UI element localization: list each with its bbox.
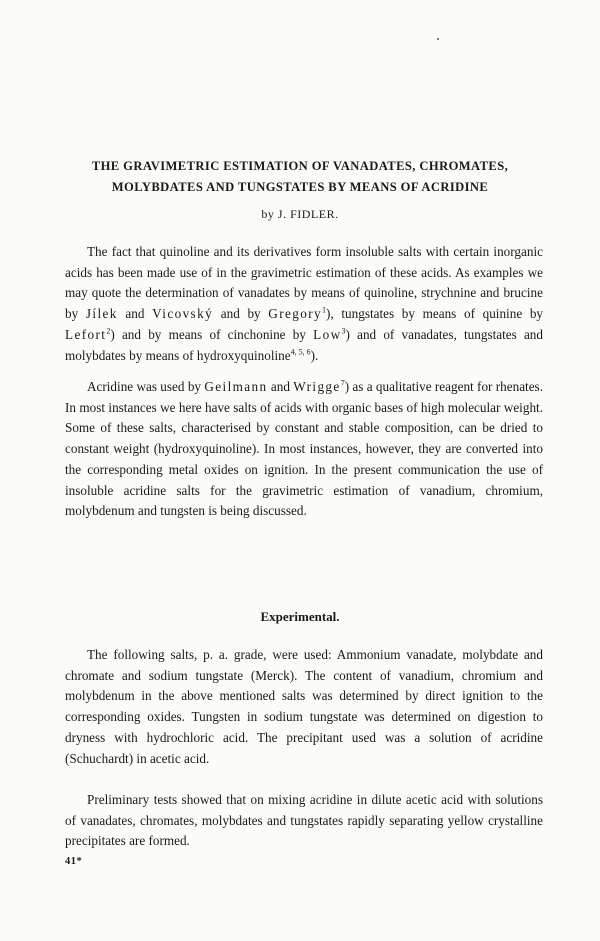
reference-marker: 2 [106,326,111,336]
paragraph-intro [65,242,543,366]
paragraph-salts: The following salts, p. a. grade, were used: Ammonium vanadate, molybdate and chromate and sodium tungstate (Merck). The content of vanadium, chromium and molybdenum in the above mentioned salts was determined by direct ignition to the corresponding oxides. Tungsten in sodium tungstate was determined on digestion to dryness with hydrochloric acid. The precipitant used was a solution of acridine (Schuchardt) in acetic acid. [65,647,543,766]
scan-speck [437,38,439,40]
article-title [40,156,560,198]
title-line-2: MOLYBDATES AND TUNGSTATES BY MEANS OF ACRIDINE [111,180,489,194]
p1-text-c: and by [213,306,269,322]
page-number: 41* [65,856,83,867]
p1-text-e: ) and by means of cinchonine by [110,326,314,342]
p1-text-f: ) and of vanadates, tungstates and molybdates by means of hydroxyquinoline [65,326,543,363]
p1-text-d: ), tungstates by means of quinine by [326,306,544,322]
p1-author-low: Low [313,326,342,342]
reference-marker: 3 [341,326,346,336]
p1-author-vicovsky: Vicovský [152,306,214,322]
section-heading: Experimental. [260,609,340,624]
p1-author-gregory: Gregory [268,306,323,322]
p1-text-a: The fact that quinoline and its derivatives form insoluble salts with certain inorganic acids has been made use of in the gravimetric estimation of these acids. As examples we may quote the determination of vanadates by means of quinoline, strychnine and brucine by [65,244,543,322]
p1-text-g: ). [310,347,319,363]
reference-marker: 7 [340,378,345,388]
p2-author-wrigge: Wrigge [293,379,341,394]
p1-author-jilek: Jílek [85,306,118,322]
paragraph-acridine [65,377,543,522]
reference-marker: 1 [322,305,327,315]
p2-text-b: and [267,379,294,394]
reference-marker: 4, 5, 6 [290,347,311,357]
p2-author-geilmann: Geilmann [204,379,268,394]
paragraph-preliminary: Preliminary tests showed that on mixing acridine in dilute acetic acid with solutions of vanadates, chromates, molybdates and tungstates rapidly separating yellow crystalline precipitates are formed. [65,792,543,849]
p1-author-lefort: Lefort [65,326,107,342]
p2-text-a: Acridine was used by [87,379,205,394]
p1-text-b: and [117,306,153,322]
title-line-1: THE GRAVIMETRIC ESTIMATION OF VANADATES, CHROMATES, [91,159,509,173]
author-line: by J. FIDLER. [261,207,339,221]
p2-text-c: ) as a qualitative reagent for rhenates. In most instances we here have salts of acids with organic bases of high molecular weight. Some of these salts, characterised by constant and stable composition, can be dried to constant weight (hydroxyquinoline). In most instances, however, they are converted into the corresponding metal oxides on ignition. In the present communication the use of insoluble acridine salts for the gravimetric estimation of vanadium, chromium, molybdenum and tungsten is being discussed. [65,379,543,519]
